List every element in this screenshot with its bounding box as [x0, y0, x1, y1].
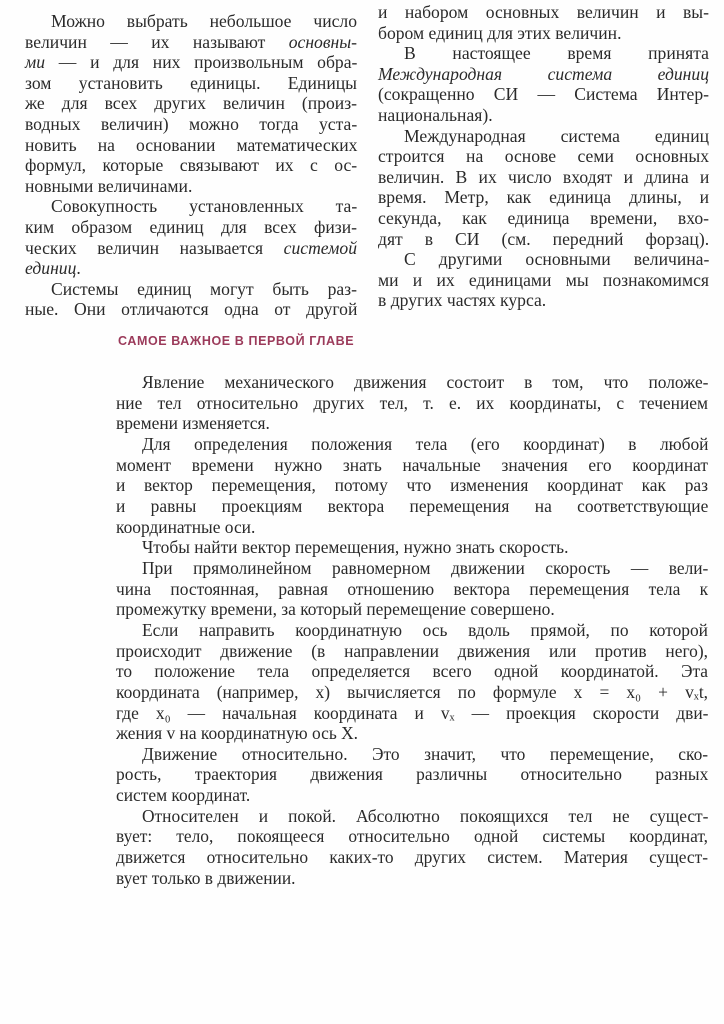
line-text: . [76, 258, 81, 279]
line-text: рость, траектория движения различны относительно разных [116, 764, 709, 785]
line-text: чина постоянная, равная отношению вектора перемещения тела к [116, 578, 709, 599]
line-text: Чтобы найти вектор перемещения, нужно знать скорость. [142, 537, 569, 558]
line-text: систем координат. [116, 785, 251, 806]
line-text: время. Метр, как единица длины, и [378, 187, 709, 208]
text-line [378, 43, 709, 64]
text-line [116, 496, 708, 517]
line-text: ческих величин называется [25, 237, 284, 258]
line-text: где x₀ — начальная координата и vₓ — проекция скорости дви- [116, 702, 709, 723]
line-text: и набором основных величин и вы- [378, 2, 709, 22]
line-text: времени изменяется. [116, 413, 270, 434]
line-text: то положение тела определяется всего одной координатой. Эта [116, 661, 708, 682]
line-text: движется относительно каких-то других систем. Материя сущест- [116, 847, 708, 868]
text-line [116, 475, 708, 496]
line-text: ные. Они отличаются одна от другой [25, 299, 358, 320]
line-text: происходит движение (в направлении движения или против него), [116, 640, 708, 661]
text-line [25, 93, 357, 114]
text-line [116, 744, 708, 765]
line-text: ние тел относительно других тел, т. е. их координаты, с течением [116, 392, 708, 413]
right-column [378, 2, 709, 311]
italic-term: Международная система единиц [378, 63, 709, 84]
text-line [116, 847, 708, 868]
text-line [116, 703, 708, 724]
text-line [116, 641, 708, 662]
line-text: строится на основе семи основных [378, 146, 709, 167]
text-line [116, 517, 708, 538]
italic-term: единиц [25, 258, 77, 279]
line-text: координатные оси. [116, 516, 256, 537]
chapter-summary [116, 372, 708, 888]
line-text: новными величинами. [25, 175, 193, 196]
line-text: При прямолинейном равномерном движении скорость — вели- [142, 557, 709, 578]
text-line [116, 661, 708, 682]
text-line [25, 32, 357, 53]
line-text: жения v на координатную ось X. [116, 723, 359, 744]
line-text: и вектор перемещения, потому что изменения координат как раз [116, 475, 708, 496]
line-text: величин — их называют [25, 31, 289, 52]
text-line [116, 413, 708, 434]
text-line [116, 682, 708, 703]
text-line [378, 64, 709, 85]
line-text: в других частях курса. [378, 290, 547, 311]
text-line [378, 84, 709, 105]
text-line [25, 11, 357, 32]
line-text: промежутку времени, за который перемещение совершено. [116, 599, 555, 620]
line-text: и равны проекциям вектора перемещения на соответствующие [116, 495, 709, 516]
line-text: бором единиц для этих величин. [378, 22, 622, 43]
italic-term: системой [283, 237, 357, 258]
text-line [378, 229, 709, 250]
text-line [25, 258, 357, 279]
line-text: Международная система единиц [404, 125, 710, 146]
line-text: Системы единиц могут быть раз- [51, 278, 357, 299]
text-line [116, 806, 708, 827]
text-line [378, 105, 709, 126]
text-line [116, 826, 708, 847]
text-line [116, 868, 708, 889]
text-line [25, 155, 357, 176]
line-text: Относителен и покой. Абсолютно покоящихся тел не сущест- [142, 805, 709, 826]
line-text: — и для них произвольным обра- [45, 52, 358, 73]
text-line [25, 217, 357, 238]
line-text: новить на основании математических [25, 134, 358, 155]
text-line [378, 2, 709, 23]
text-line [378, 208, 709, 229]
text-line [25, 114, 357, 135]
line-text: зом установить единицы. Единицы [25, 72, 357, 93]
text-line [378, 270, 709, 291]
text-line [116, 764, 708, 785]
text-line [25, 299, 357, 320]
italic-term: основны- [288, 31, 357, 52]
line-text: Можно выбрать небольшое число [51, 11, 357, 31]
line-text: Явление механического движения состоит в том, что положе- [142, 372, 709, 392]
line-text: величин. В их число входят и длина и [378, 166, 710, 187]
text-line [116, 455, 708, 476]
text-line [378, 290, 709, 311]
text-line [378, 126, 709, 147]
line-text: вует только в движении. [116, 867, 296, 888]
line-text: национальная). [378, 104, 493, 125]
text-line [25, 52, 357, 73]
text-line [25, 196, 357, 217]
text-line [116, 599, 708, 620]
text-line [378, 249, 709, 270]
left-column [25, 11, 357, 320]
line-text: формул, которые связывают их с ос- [25, 155, 358, 176]
text-line [116, 558, 708, 579]
line-text: секунда, как единица времени, вхо- [378, 207, 709, 228]
text-line [116, 372, 708, 393]
text-line [378, 23, 709, 44]
text-line [116, 579, 708, 600]
line-text: вует: тело, покоящееся относительно одной системы координат, [116, 826, 708, 847]
line-text: дят в СИ (см. передний форзац). [378, 228, 710, 249]
line-text: (сокращенно СИ — Система Интер- [378, 84, 709, 105]
text-line [25, 279, 357, 300]
text-line [25, 238, 357, 259]
line-text: Совокупность установленных та- [51, 196, 358, 217]
text-line [116, 537, 708, 558]
line-text: ким образом единиц для всех физи- [25, 216, 357, 237]
section-heading: САМОЕ ВАЖНОЕ В ПЕРВОЙ ГЛАВЕ [118, 334, 355, 348]
line-text: В настоящее время принята [404, 43, 709, 64]
text-line [116, 434, 708, 455]
line-text: Движение относительно. Это значит, что перемещение, ско- [142, 743, 709, 764]
line-text: момент времени нужно знать начальные значения его координат [116, 454, 708, 475]
text-line [116, 620, 708, 641]
text-line [25, 73, 357, 94]
line-text: С другими основными величина- [404, 249, 710, 270]
text-line [116, 393, 708, 414]
italic-term: ми [25, 52, 46, 73]
text-line [116, 785, 708, 806]
text-line [378, 187, 709, 208]
text-line [116, 723, 708, 744]
line-text: ми и их единицами мы познакомимся [378, 269, 709, 290]
line-text: Если направить координатную ось вдоль прямой, по которой [142, 619, 708, 640]
text-line [25, 176, 357, 197]
line-text: Для определения положения тела (его координат) в любой [142, 433, 709, 454]
line-text: же для всех других величин (произ- [25, 93, 357, 114]
text-line [378, 167, 709, 188]
text-line [25, 135, 357, 156]
line-text: водных величин) можно тогда уста- [25, 113, 358, 134]
text-line [378, 146, 709, 167]
line-text: координата (например, x) вычисляется по формуле x = x₀ + vₓt, [116, 681, 708, 702]
